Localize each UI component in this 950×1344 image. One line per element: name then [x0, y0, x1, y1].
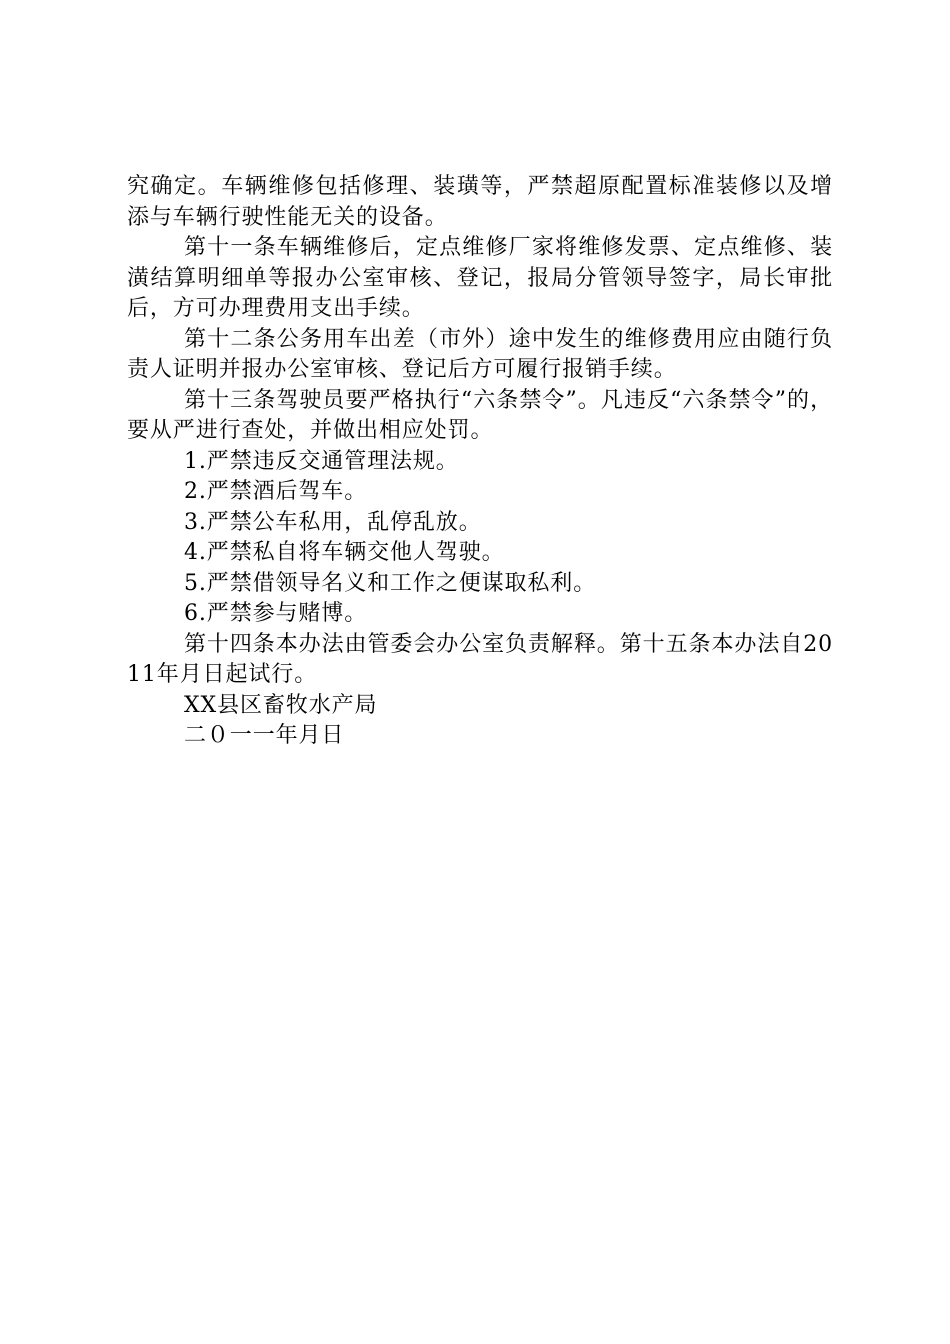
paragraph-continuation: 究确定。车辆维修包括修理、装璜等，严禁超原配置标准装修以及增添与车辆行驶性能无关的设备。 — [127, 174, 833, 230]
list-item-prohibition-6: 6.严禁参与赌博。 — [184, 601, 368, 626]
paragraph-article-13: 第十三条驾驶员要严格执行“六条禁令”。凡违反“六条禁令”的，要从严进行查处，并做出相应处罚。 — [127, 387, 833, 443]
list-item-prohibition-3: 3.严禁公车私用，乱停乱放。 — [184, 509, 482, 535]
list-item-prohibition-5: 5.严禁借领导名义和工作之便谋取私利。 — [184, 570, 597, 596]
document-page — [127, 172, 833, 752]
paragraph-article-11: 第十一条车辆维修后，定点维修厂家将维修发票、定点维修、装潢结算明细单等报办公室审核、登记，报局分管领导签字，局长审批后，方可办理费用支出手续。 — [127, 235, 833, 321]
list-item-prohibition-4: 4.严禁私自将车辆交他人驾驶。 — [184, 540, 505, 565]
list-item-prohibition-1: 1.严禁违反交通管理法规。 — [184, 448, 459, 474]
list-item-prohibition-2: 2.严禁酒后驾车。 — [184, 479, 368, 504]
signature-organization: XX县区畜牧水产局 — [184, 692, 378, 718]
signature-date: 二０一一年月日 — [184, 723, 345, 748]
paragraph-article-12: 第十二条公务用车出差（市外）途中发生的维修费用应由随行负责人证明并报办公室审核、登记后方可履行报销手续。 — [127, 326, 833, 382]
paragraph-article-14-15: 第十四条本办法由管委会办公室负责解释。第十五条本办法自2011年月日起试行。 — [127, 631, 833, 687]
